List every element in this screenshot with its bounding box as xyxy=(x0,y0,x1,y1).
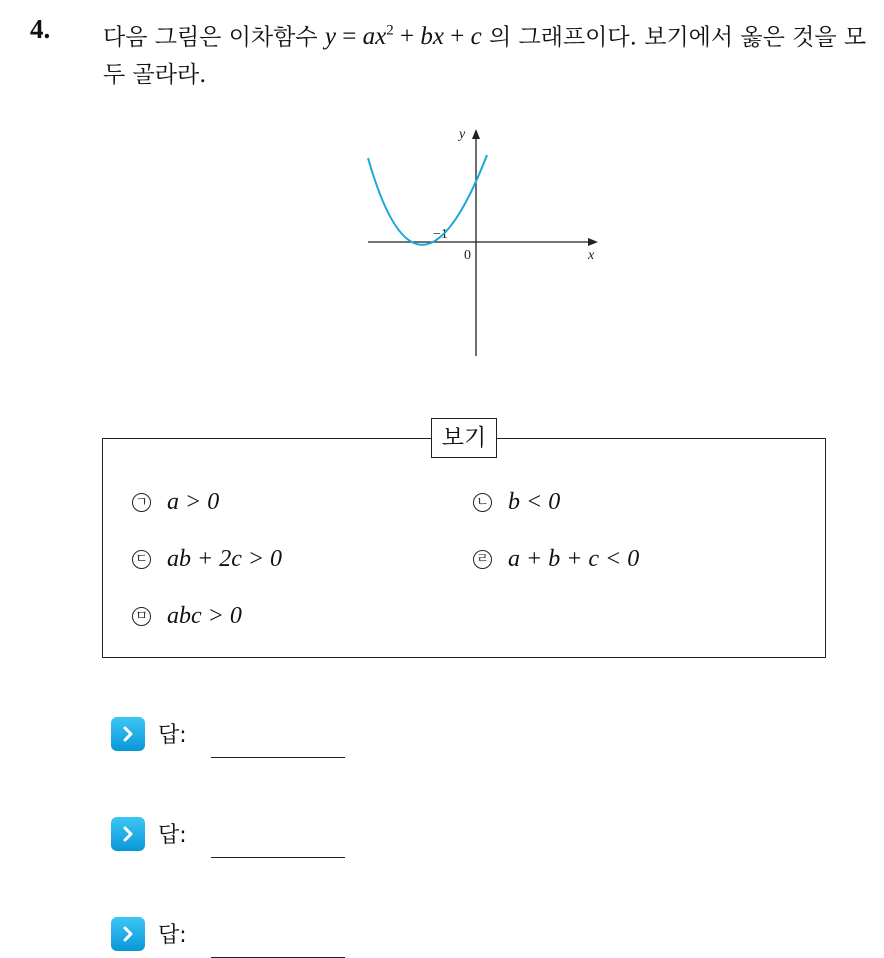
problem-number: 4. xyxy=(30,14,51,44)
x-axis-label: x xyxy=(588,248,595,263)
answer-label: 답: xyxy=(158,923,187,948)
origin-label: 0 xyxy=(464,248,471,263)
option-expression: b < 0 xyxy=(508,489,561,515)
option-expression: ab + 2c > 0 xyxy=(167,546,283,572)
option-digeut xyxy=(132,546,282,573)
answer-label: 답: xyxy=(158,723,187,748)
answer-input-line[interactable] xyxy=(211,715,345,758)
answer-row-3 xyxy=(111,915,345,958)
answer-input-line[interactable] xyxy=(211,915,345,958)
question-text xyxy=(103,12,873,94)
option-giyeok xyxy=(132,489,219,516)
answer-row-2 xyxy=(111,815,345,858)
y-axis-arrow-icon xyxy=(472,129,480,139)
option-nieun xyxy=(473,489,560,516)
chevron-right-icon xyxy=(111,917,145,951)
circled-giyeok: ㄱ xyxy=(132,493,151,512)
circled-rieul: ㄹ xyxy=(473,550,492,569)
answer-row-1 xyxy=(111,715,345,758)
answer-label: 답: xyxy=(158,823,187,848)
chevron-right-icon xyxy=(111,717,145,751)
answer-input-line[interactable] xyxy=(211,815,345,858)
option-expression: abc > 0 xyxy=(167,603,242,629)
x-axis-arrow-icon xyxy=(588,238,598,246)
tick-minus-one: −1 xyxy=(433,227,448,242)
circled-nieun: ㄴ xyxy=(473,493,492,512)
choices-box-title: 보기 xyxy=(431,418,497,458)
circled-digeut: ㄷ xyxy=(132,550,151,569)
option-expression: a > 0 xyxy=(167,489,220,515)
option-mieum xyxy=(132,603,242,630)
chevron-right-icon xyxy=(111,817,145,851)
parabola-graph xyxy=(350,118,610,363)
option-expression: a + b + c < 0 xyxy=(508,546,640,572)
y-axis-label: y xyxy=(459,127,466,142)
option-rieul xyxy=(473,546,639,573)
question-text-after: 의 그래프이다. 보기에서 옳은 것을 모두 골라라. xyxy=(103,24,867,89)
quadratic-equation: $y = ax^2$ + bx + c xyxy=(324,23,482,51)
circled-mieum: ㅁ xyxy=(132,607,151,626)
parabola-curve xyxy=(368,155,487,245)
question-text-before: 다음 그림은 이차함수 xyxy=(103,24,318,51)
